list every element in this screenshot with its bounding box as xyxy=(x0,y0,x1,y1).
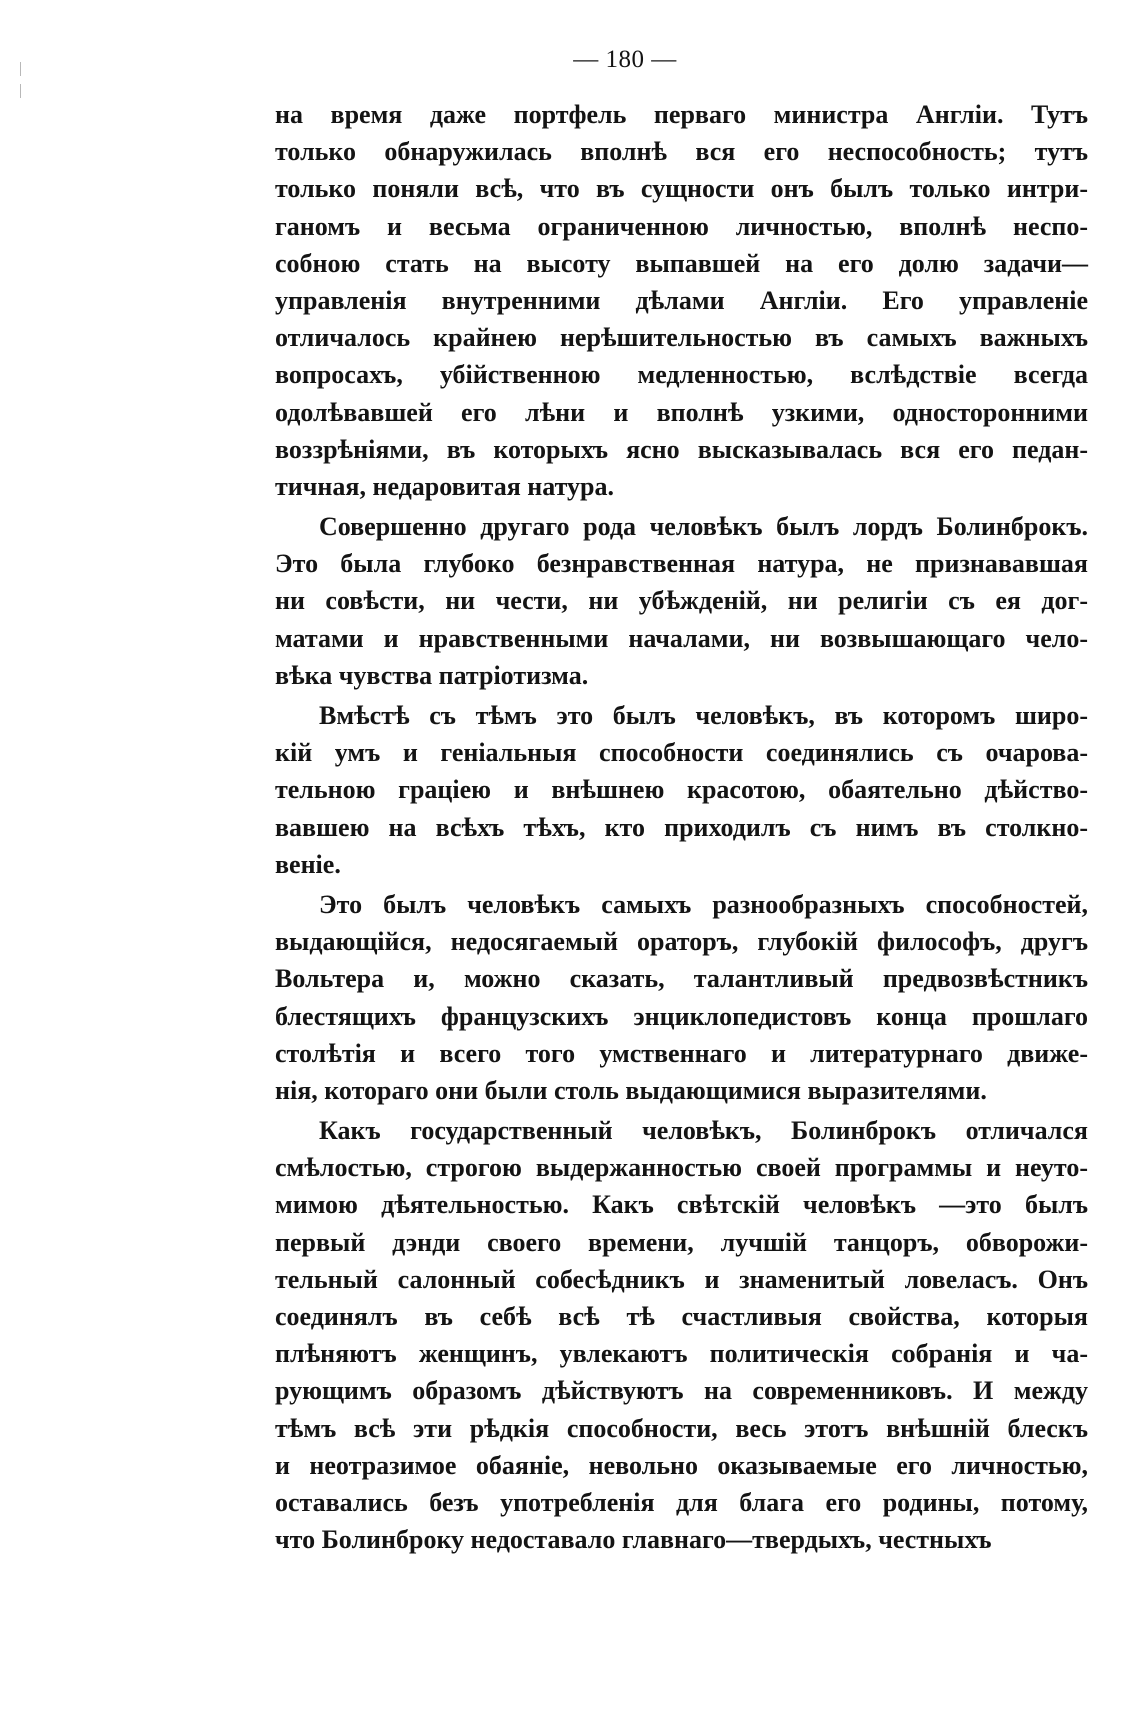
text-line: ганомъ и весьма ограниченною личностью, вполнѣ неспо- xyxy=(275,211,1088,241)
text-line: нія, котораго они были столь выдающимися выразителями. xyxy=(275,1075,987,1105)
text-line: вѣка чувства патріотизма. xyxy=(275,660,589,690)
text-line: матами и нравственными началами, ни возвышающаго чело- xyxy=(275,623,1088,653)
text-line: выдающійся, недосягаемый ораторъ, глубокій философъ, другъ xyxy=(275,927,1088,957)
text-line: и неотразимое обаяніе, невольно оказываемые его личностью, xyxy=(275,1450,1088,1480)
text-line: столѣтія и всего того умственнаго и литературнаго движе- xyxy=(275,1038,1088,1068)
text-line: воззрѣніями, въ которыхъ ясно высказывалась вся его педан- xyxy=(275,434,1088,464)
text-line: Вмѣстѣ съ тѣмъ это былъ человѣкъ, въ которомъ широ- xyxy=(319,701,1088,730)
text-line: ни совѣсти, ни чести, ни убѣжденій, ни религіи съ ея дог- xyxy=(275,586,1088,616)
text-line: веніе. xyxy=(275,849,341,879)
text-line: на время даже портфель перваго министра Англіи. Тутъ xyxy=(275,100,1088,129)
page-number: — 180 — xyxy=(573,46,677,73)
text-line: Это былъ человѣкъ самыхъ разнообразныхъ способностей, xyxy=(319,889,1088,919)
text-line: только обнаружилась вполнѣ вся его неспособность; тутъ xyxy=(275,137,1088,167)
paragraph xyxy=(275,697,1088,883)
text-line: соединялъ въ себѣ всѣ тѣ счастливыя свойства, которыя xyxy=(275,1302,1088,1331)
text-line: отличалось крайнею нерѣшительностью въ самыхъ важныхъ xyxy=(275,323,1088,353)
paragraph xyxy=(275,886,1088,1109)
text-line: Какъ государственный человѣкъ, Болинброкъ отличался xyxy=(319,1116,1088,1146)
text-line: тѣмъ всѣ эти рѣдкія способности, весь этотъ внѣшній блескъ xyxy=(275,1413,1088,1443)
text-line: плѣняютъ женщинъ, увлекаютъ политическія собранія и ча- xyxy=(275,1339,1088,1369)
text-line: кій умъ и геніальныя способности соединялись съ очарова- xyxy=(275,738,1088,768)
paragraph xyxy=(275,508,1088,694)
paragraph xyxy=(275,1112,1088,1558)
text-line: первый дэнди своего времени, лучшій танцоръ, обворожи- xyxy=(275,1227,1088,1257)
text-line: что Болинброку недоставало главнаго—твердыхъ, честныхъ xyxy=(275,1525,992,1555)
text-line: смѣлостью, строгою выдержанностью своей программы и неуто- xyxy=(275,1153,1088,1183)
text-line: оставались безъ употребленія для блага его родины, потому, xyxy=(275,1487,1088,1517)
text-line: управленія внутренними дѣлами Англіи. Его управленіе xyxy=(275,285,1088,315)
text-line: только поняли всѣ, что въ сущности онъ былъ только интри- xyxy=(275,174,1088,204)
text-line: Это была глубоко безнравственная натура, не признававшая xyxy=(275,549,1088,579)
text-line: Вольтера и, можно сказать, талантливый предвозвѣстникъ xyxy=(275,964,1088,994)
text-line: тельною граціею и внѣшнею красотою, обаятельно дѣйство- xyxy=(275,775,1088,805)
text-line: Совершенно другаго рода человѣкъ былъ лордъ Болинброкъ. xyxy=(319,512,1088,542)
text-line: рующимъ образомъ дѣйствуютъ на современниковъ. И между xyxy=(275,1376,1088,1406)
text-line: мимою дѣятельностью. Какъ свѣтскій человѣкъ —это былъ xyxy=(275,1190,1088,1220)
text-line: собною стать на высоту выпавшей на его долю задачи— xyxy=(275,248,1088,278)
paragraph xyxy=(275,96,1088,505)
scan-mark xyxy=(20,84,21,98)
text-line: тичная, недаровитая натура. xyxy=(275,471,614,501)
body-text xyxy=(275,96,1088,1561)
text-line: блестящихъ французскихъ энциклопедистовъ конца прошлаго xyxy=(275,1001,1088,1031)
text-line: вопросахъ, убійственною медленностью, вслѣдствіе всегда xyxy=(275,360,1088,390)
text-line: вавшею на всѣхъ тѣхъ, кто приходилъ съ нимъ въ столкно- xyxy=(275,812,1088,842)
text-line: тельный салонный собесѣдникъ и знаменитый ловеласъ. Онъ xyxy=(275,1264,1088,1294)
text-line: одолѣвавшей его лѣни и вполнѣ узкими, односторонними xyxy=(275,397,1088,427)
